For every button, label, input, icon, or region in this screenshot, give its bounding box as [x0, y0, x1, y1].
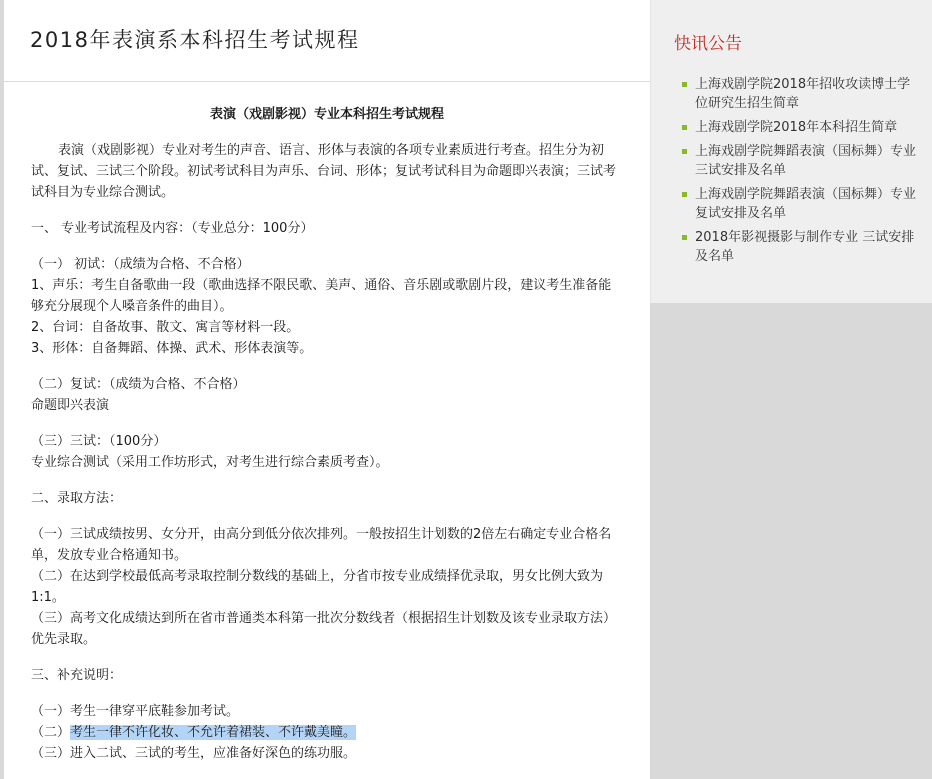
- subsection-heading: （三）三试：（100分）: [31, 434, 167, 449]
- selected-text: 考生一律不许化妆、不允许着裙装、不许戴美瞳。: [70, 725, 357, 740]
- article-paragraph: 1、声乐：考生自备歌曲一段（歌曲选择不限民歌、美声、通俗、音乐剧或歌剧片段，建议考生准备能够充分展现个人嗓音条件的曲目）。: [31, 278, 612, 314]
- square-bullet-icon: [682, 125, 687, 130]
- news-item-label: 上海戏剧学院2018年招收攻读博士学位研究生招生简章: [695, 77, 911, 111]
- news-item-label: 上海戏剧学院2018年本科招生简章: [695, 120, 898, 135]
- square-bullet-icon: [682, 82, 687, 87]
- title-divider: [4, 81, 650, 82]
- article-title: 表演（戏剧影视）专业本科招生考试规程: [209, 107, 444, 122]
- article-paragraph-selected: [31, 722, 623, 743]
- news-item-link[interactable]: [682, 185, 916, 223]
- subsection-heading: （一） 初试：（成绩为合格、不合格）: [31, 257, 250, 272]
- news-item-label: 上海戏剧学院舞蹈表演（国标舞）专业复试安排及名单: [695, 187, 917, 221]
- article-paragraph: （三）高考文化成绩达到所在省市普通类本科第一批次分数线者（根据招生计划数及该专业录取方法）优先录取。: [31, 611, 617, 647]
- article-paragraph: 专业综合测试（采用工作坊形式，对考生进行综合素质考查）。: [31, 455, 389, 470]
- item-prefix: （二）: [31, 725, 71, 740]
- section-heading-2: 二、录取方法：: [31, 491, 123, 506]
- news-list: [682, 75, 916, 271]
- sidebar-title: 快讯公告: [674, 34, 742, 54]
- section-heading-1: 一、 专业考试流程及内容：（专业总分：100分）: [31, 221, 314, 236]
- news-item-link[interactable]: [682, 142, 916, 180]
- article-paragraph: 2、台词：自备故事、散文、寓言等材料一段。: [31, 320, 300, 335]
- article-paragraph: （三）进入二试、三试的考生，应准备好深色的练功服。: [31, 746, 357, 761]
- article-body: [31, 104, 623, 764]
- article-paragraph: （一）三试成绩按男、女分开，由高分到低分依次排列。一般按招生计划数的2倍左右确定专业合格名单，发放专业合格通知书。: [31, 527, 612, 563]
- news-item-link[interactable]: [682, 228, 916, 266]
- square-bullet-icon: [682, 192, 687, 197]
- article-paragraph: 命题即兴表演: [31, 398, 110, 413]
- article-paragraph: 3、形体：自备舞蹈、体操、武术、形体表演等。: [31, 341, 313, 356]
- main-content: [4, 0, 650, 779]
- news-item-label: 2018年影视摄影与制作专业 三试安排及名单: [695, 230, 915, 264]
- news-item-link[interactable]: [682, 75, 916, 113]
- article-intro: 表演（戏剧影视）专业对考生的声音、语言、形体与表演的各项专业素质进行考查。招生分为初试、复试、三试三个阶段。初试考试科目为声乐、台词、形体；复试考试科目为命题即兴表演；三试考试科目为专业综合测试。: [31, 143, 617, 200]
- article-paragraph: （二）在达到学校最低高考录取控制分数线的基础上，分省市按专业成绩择优录取，男女比例大致为1:1。: [31, 569, 604, 605]
- square-bullet-icon: [682, 149, 687, 154]
- page-title: 2018年表演系本科招生考试规程: [30, 28, 360, 52]
- section-heading-3: 三、补充说明：: [31, 668, 123, 683]
- subsection-heading: （二）复试：（成绩为合格、不合格）: [31, 377, 246, 392]
- news-item-link[interactable]: [682, 118, 916, 137]
- article-paragraph: （一）考生一律穿平底鞋参加考试。: [31, 704, 240, 719]
- square-bullet-icon: [682, 235, 687, 240]
- news-item-label: 上海戏剧学院舞蹈表演（国标舞）专业三试安排及名单: [695, 144, 917, 178]
- news-sidebar: [650, 0, 932, 303]
